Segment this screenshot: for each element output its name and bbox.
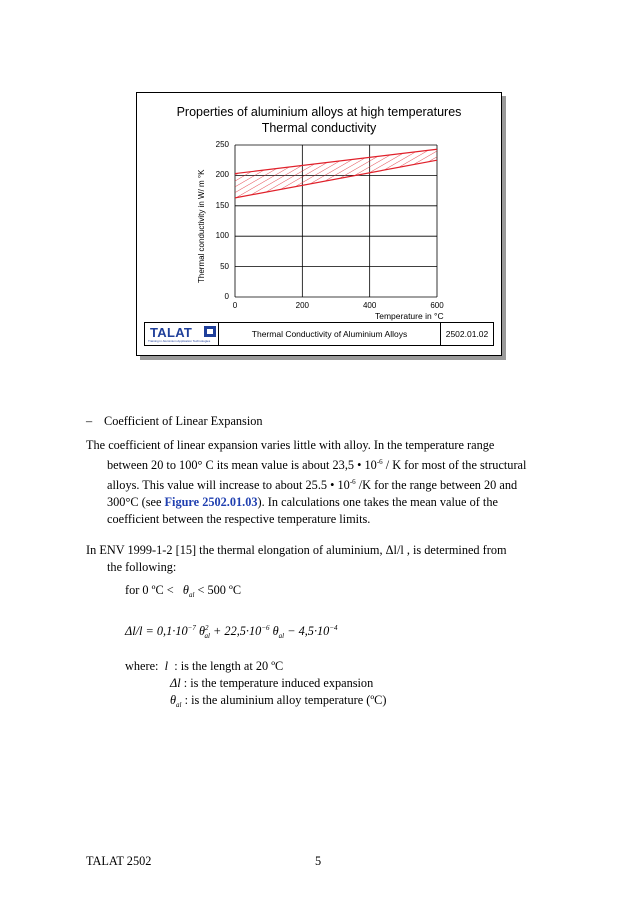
x-tick-label-2: 400	[362, 301, 377, 310]
talat-logo	[145, 323, 219, 345]
page-number: 5	[315, 854, 322, 868]
where-line1	[125, 658, 283, 675]
y-tick-label-1: 50	[220, 261, 229, 271]
condition-line	[125, 582, 241, 604]
p1-line1: The coefficient of linear expansion varies little with alloy. In the temperature range	[86, 438, 495, 452]
where-line2	[170, 675, 373, 692]
figure-frame	[136, 92, 502, 356]
bullet-dash: –	[86, 414, 93, 428]
logo-square-icon	[204, 326, 216, 337]
formula-exp3: −4	[329, 624, 338, 632]
figure-caption: Thermal Conductivity of Aluminium Alloys	[219, 323, 441, 345]
p1-line4-a: 300°C (see	[107, 495, 165, 509]
formula-lhs: Δl/l = 0,1·10	[125, 624, 188, 638]
theta-subscript: al	[188, 591, 195, 599]
y-tick-label-3: 150	[215, 200, 229, 210]
p1-line4-b: ). In calculations one takes the mean value of the	[257, 495, 498, 509]
p1-line3	[86, 474, 548, 494]
page-footer-doc: TALAT 2502	[86, 854, 152, 868]
logo-subtext: Training in Aluminium Application Technologies	[148, 339, 211, 343]
where-line3	[170, 692, 386, 714]
x-tick-label-3: 600	[430, 301, 444, 310]
condition-b: < 500 ºC	[197, 583, 242, 597]
formula-mid: + 22,5·10	[209, 624, 262, 638]
formula-exp1: −7	[187, 624, 196, 632]
where3-theta-sub: al	[176, 701, 182, 709]
formula-theta1-sub: al	[204, 632, 210, 640]
y-axis-label: Thermal conductivity in W/ m °K	[197, 169, 206, 283]
formula-theta2-sub: al	[278, 632, 285, 640]
formula-theta2: θ	[272, 624, 279, 638]
formula-square: 2	[205, 624, 209, 632]
formula-minus: − 4,5·10	[284, 624, 330, 638]
conductivity-band-area	[235, 149, 437, 198]
p1-line3-b: /K for the range between 20 and	[355, 478, 518, 492]
figure-code: 2502.01.02	[445, 329, 489, 339]
where1-text: : is the length at 20 ºC	[174, 659, 284, 673]
p2-line1: In ENV 1999-1-2 [15] the thermal elongation of aluminium, Δl/l , is determined from	[86, 543, 507, 557]
p1-line4	[86, 494, 548, 511]
x-tick-label-1: 200	[295, 301, 309, 310]
y-tick-label-4: 200	[215, 170, 229, 180]
p1-line5: coefficient between the respective temperature limits.	[107, 512, 371, 526]
x-tick-label-0: 0	[232, 301, 238, 310]
y-tick-label-5: 250	[215, 140, 229, 149]
where-label: where:	[125, 659, 159, 673]
paragraph-expansion	[86, 437, 548, 528]
figure-reference-link[interactable]: Figure 2502.01.03	[164, 495, 258, 509]
figure-footer-bar	[144, 322, 494, 346]
y-tick-label-0: 0	[224, 292, 229, 301]
thermal-conductivity-chart	[137, 93, 503, 357]
formula-theta1: θ	[198, 624, 206, 638]
p1-line3-a: alloys. This value will increase to about 25.5 • 10	[107, 478, 350, 492]
paragraph-env	[86, 542, 548, 576]
p1-sup2: -6	[349, 478, 356, 486]
condition-a: for 0 ºC <	[125, 583, 174, 597]
figure-title-line1: Properties of aluminium alloys at high temperatures	[176, 105, 462, 119]
p1-line2-b: / K for most of the structural	[382, 458, 527, 472]
p1-line2	[86, 454, 548, 474]
logo-text: TALAT	[150, 325, 193, 340]
figure-title-line2: Thermal conductivity	[261, 121, 377, 135]
where1-symbol: l	[164, 659, 169, 673]
where3-theta: θ	[170, 693, 177, 707]
bullet-title: Coefficient of Linear Expansion	[104, 414, 263, 428]
p2-line2: the following:	[107, 560, 177, 574]
p1-sup1: -6	[376, 458, 383, 466]
where2-text: : is the temperature induced expansion	[183, 676, 374, 690]
formula	[125, 620, 338, 645]
formula-exp2: −6	[261, 624, 270, 632]
y-tick-label-2: 100	[215, 231, 229, 241]
where2-symbol: Δl	[170, 676, 181, 690]
x-axis-label: Temperature in °C	[375, 311, 444, 321]
theta-symbol: θ	[182, 583, 189, 597]
where3-text: : is the aluminium alloy temperature (ºC)	[184, 693, 387, 707]
p1-line2-a: between 20 to 100° C its mean value is about 23,5 • 10	[107, 458, 377, 472]
